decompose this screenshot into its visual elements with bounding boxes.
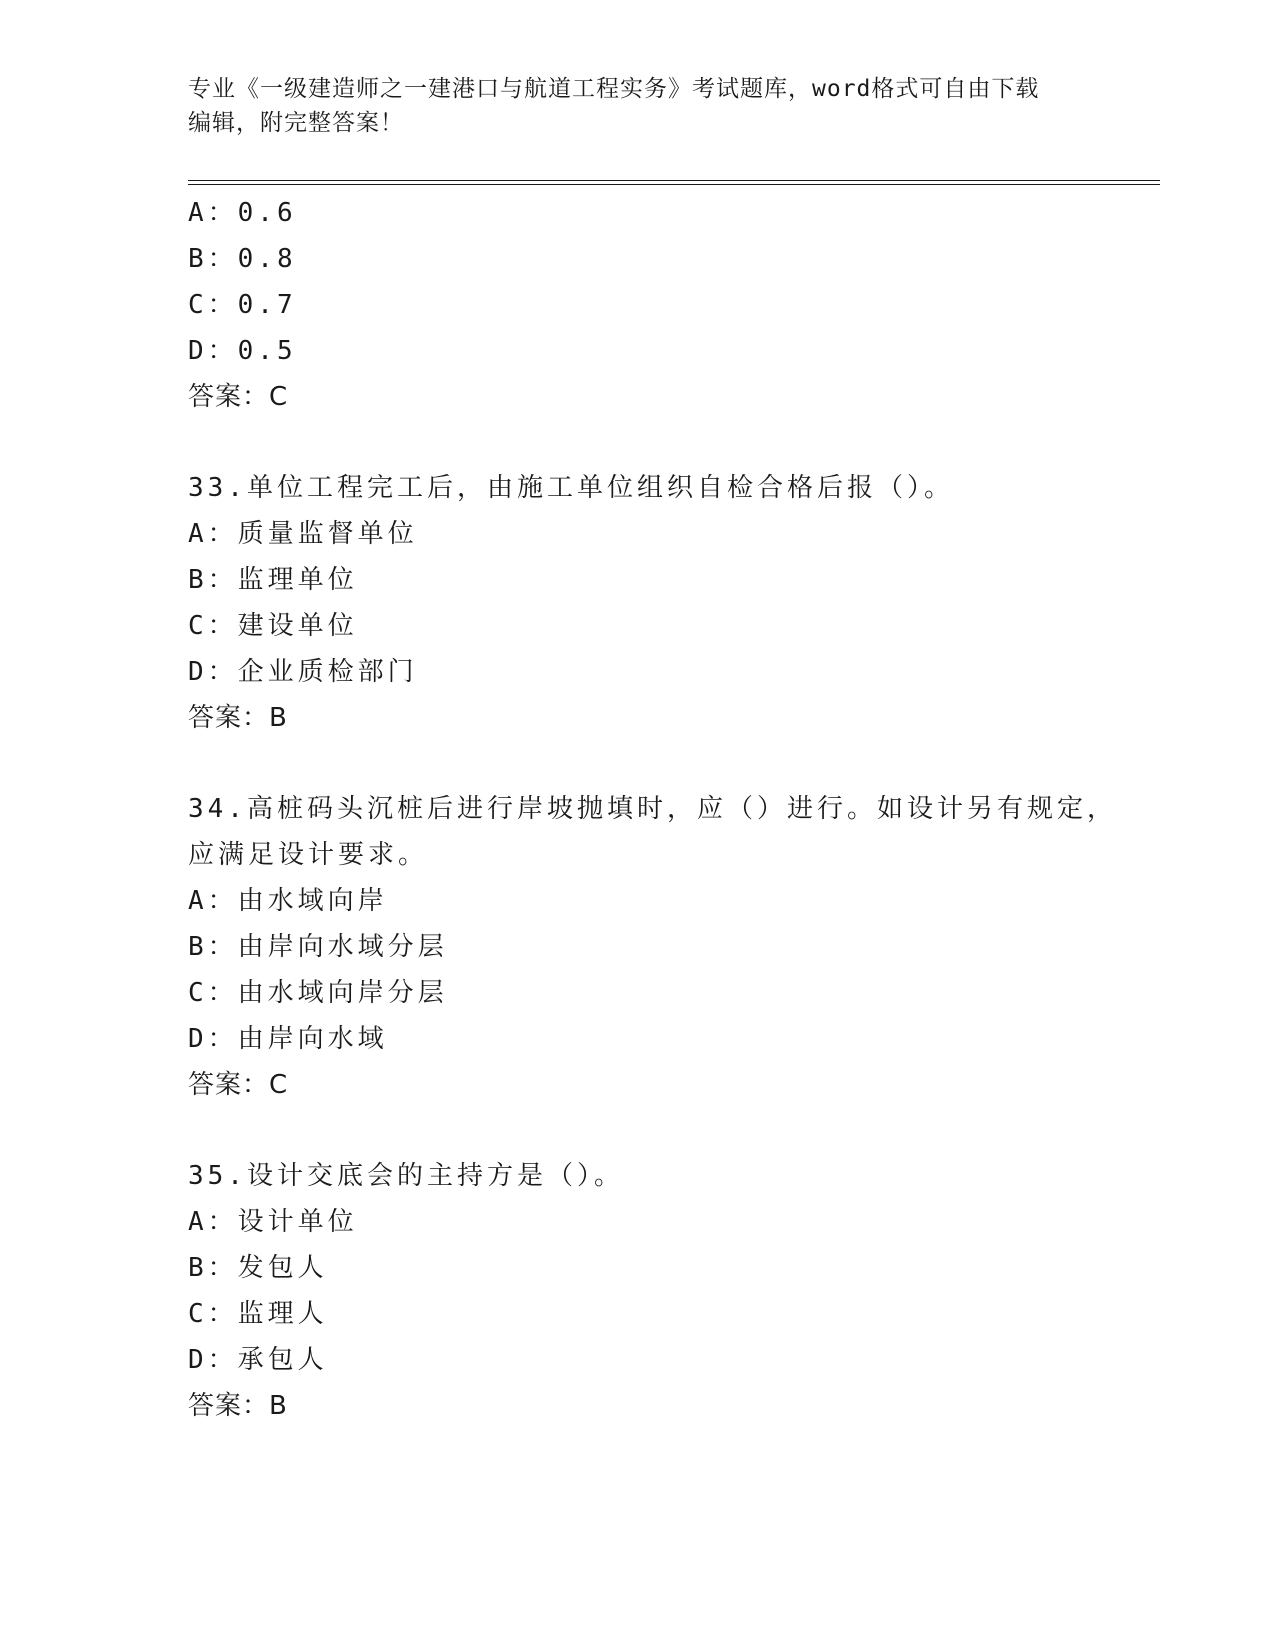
spacer (188, 741, 1160, 786)
question-text: 33.单位工程完工后，由施工单位组织自检合格后报（）。 (188, 473, 954, 503)
question-text-line-1: 34.高桩码头沉桩后进行岸坡抛填时，应（）进行。如设计另有规定， (188, 794, 1117, 824)
option-a: A：设计单位 (188, 1207, 358, 1237)
document-header (188, 72, 1088, 140)
option-d: D：企业质检部门 (188, 657, 418, 687)
question-list (188, 190, 1160, 1429)
spacer (188, 420, 1160, 465)
question-33 (188, 465, 1160, 741)
answer: 答案：B (188, 1391, 288, 1421)
option-a: A：由水域向岸 (188, 886, 388, 916)
option-d: D：由岸向水域 (188, 1024, 388, 1054)
question-text: 35.设计交底会的主持方是（）。 (188, 1161, 624, 1191)
question-35 (188, 1153, 1160, 1429)
option-c: C：由水域向岸分层 (188, 978, 448, 1008)
option-b: B：监理单位 (188, 565, 358, 595)
option-a: A：0.6 (188, 198, 297, 228)
option-c: C：0.7 (188, 290, 297, 320)
question-32 (188, 190, 1160, 420)
question-34 (188, 786, 1160, 1108)
answer: 答案：B (188, 703, 288, 733)
option-b: B：由岸向水域分层 (188, 932, 448, 962)
header-line-1: 专业《一级建造师之一建港口与航道工程实务》考试题库，word格式可自由下载 (188, 76, 1040, 102)
question-text-line-2: 应满足设计要求。 (188, 840, 429, 870)
option-d: D：0.5 (188, 336, 297, 366)
option-d: D：承包人 (188, 1345, 328, 1375)
header-line-2: 编辑，附完整答案！ (188, 110, 404, 136)
header-divider-bottom (188, 184, 1160, 185)
option-a: A：质量监督单位 (188, 519, 418, 549)
answer: 答案：C (188, 1070, 289, 1100)
option-c: C：建设单位 (188, 611, 358, 641)
option-c: C：监理人 (188, 1299, 328, 1329)
option-b: B：0.8 (188, 244, 297, 274)
option-b: B：发包人 (188, 1253, 328, 1283)
header-divider-top (188, 180, 1160, 181)
spacer (188, 1108, 1160, 1153)
answer: 答案：C (188, 382, 289, 412)
